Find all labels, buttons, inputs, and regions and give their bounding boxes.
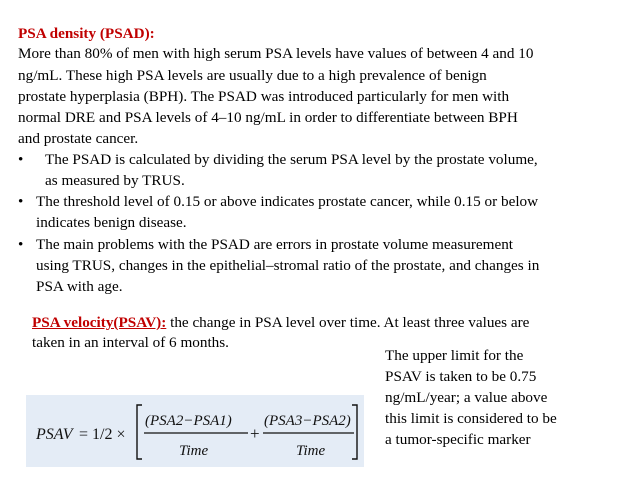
side-note-line: The upper limit for the (385, 347, 524, 364)
formula-graphic (26, 395, 364, 467)
formula-coefficient: = 1/2 × (79, 426, 126, 443)
psav-heading: PSA velocity(PSAV): (32, 314, 167, 331)
psad-intro-line: and prostate cancer. (18, 130, 139, 147)
psav-definition: the change in PSA level over time. At least three values are (166, 314, 530, 331)
bullet-text: indicates benign disease. (36, 214, 187, 231)
psad-intro-line: More than 80% of men with high serum PSA levels have values of between 4 and 10 (18, 45, 534, 62)
bullet-text: The main problems with the PSAD are errors in prostate volume measurement (36, 236, 514, 253)
bullet-text: using TRUS, changes in the epithelial–stromal ratio of the prostate, and changes in (36, 257, 540, 274)
bullet-icon: • (18, 151, 24, 168)
formula-term1-denominator: Time (179, 443, 209, 459)
psad-heading: PSA density (PSAD): (18, 25, 155, 42)
formula-term1-numerator: (PSA2−PSA1) (145, 413, 232, 429)
psad-intro-line: normal DRE and PSA levels of 4–10 ng/mL in order to differentiate between BPH (18, 109, 518, 126)
psad-intro-line: prostate hyperplasia (BPH). The PSAD was introduced particularly for men with (18, 88, 510, 105)
formula-term2-numerator: (PSA3−PSA2) (264, 413, 351, 429)
formula-lhs: PSAV (36, 426, 73, 443)
formula-term2-denominator: Time (296, 443, 326, 459)
bullet-icon: • (18, 193, 24, 210)
psav-formula (26, 395, 364, 467)
psav-line: taken in an interval of 6 months. (32, 334, 229, 351)
psav-line (32, 313, 529, 333)
side-note-line: this limit is considered to be (385, 410, 557, 427)
left-bracket (137, 405, 142, 459)
bullet-text: PSA with age. (36, 278, 123, 295)
psad-intro-line: ng/mL. These high PSA levels are usually due to a high prevalence of benign (18, 67, 487, 84)
formula-plus: + (250, 424, 260, 443)
side-note-line: a tumor-specific marker (385, 431, 531, 448)
side-note-line: PSAV is taken to be 0.75 (385, 368, 537, 385)
bullet-icon: • (18, 236, 24, 253)
bullet-text: as measured by TRUS. (45, 172, 185, 189)
bullet-text: The threshold level of 0.15 or above indicates prostate cancer, while 0.15 or below (36, 193, 539, 210)
bullet-text: The PSAD is calculated by dividing the serum PSA level by the prostate volume, (45, 151, 538, 168)
right-bracket (352, 405, 357, 459)
side-note-line: ng/mL/year; a value above (385, 389, 548, 406)
